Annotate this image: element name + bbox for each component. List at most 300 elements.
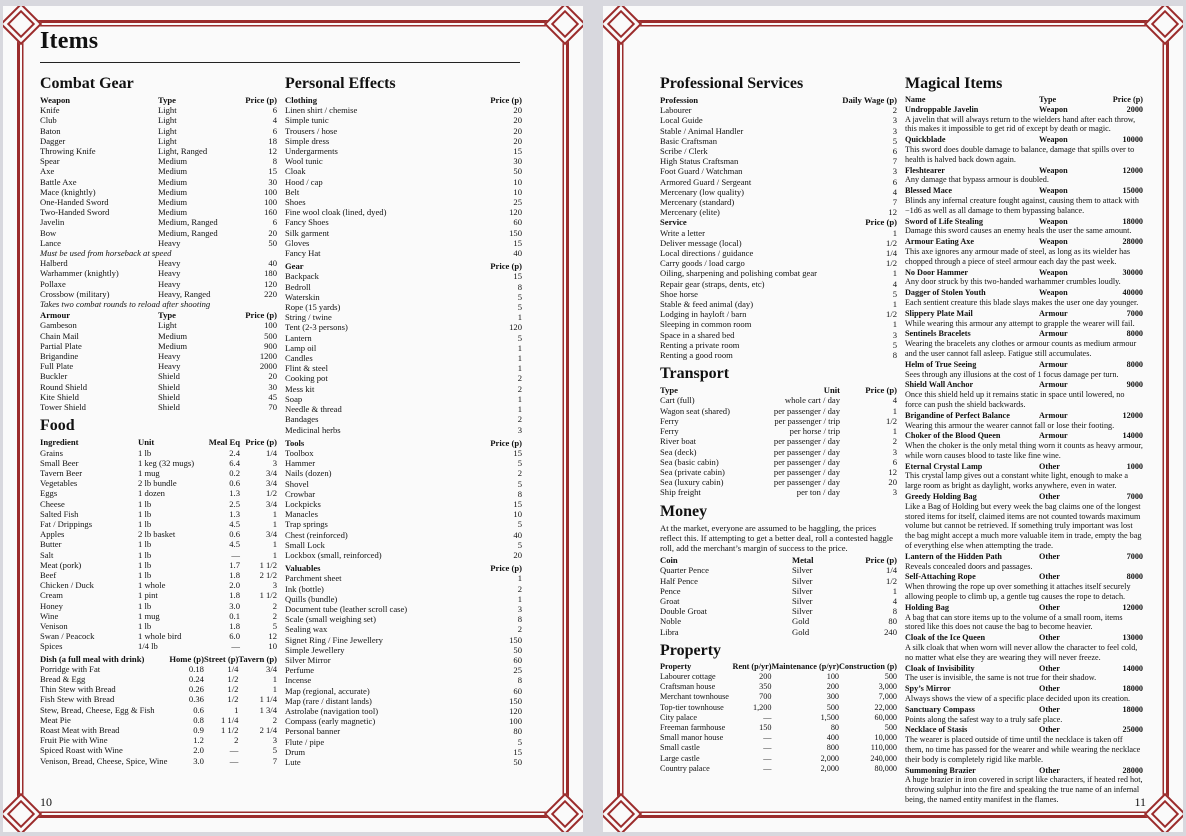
magic-item-price: 12000 bbox=[1122, 165, 1143, 175]
personal-effects-table bbox=[285, 438, 522, 560]
table-cell: Sea (basic cabin) bbox=[660, 456, 719, 467]
table-cell: 1/4 bbox=[266, 447, 277, 458]
table-row bbox=[285, 177, 522, 187]
table-row bbox=[285, 425, 522, 435]
table-row bbox=[285, 394, 522, 404]
table-cell: 150 bbox=[509, 227, 522, 238]
table-row bbox=[285, 706, 522, 716]
table-row bbox=[285, 343, 522, 353]
table-cell: 1 lb bbox=[138, 569, 152, 580]
table-cell: per ton / day bbox=[796, 487, 840, 498]
magic-item-price: 7000 bbox=[1126, 551, 1143, 561]
table-cell: 80 bbox=[513, 726, 522, 737]
table-cell: Tavern Beer bbox=[40, 467, 83, 478]
magic-item-header bbox=[905, 237, 1143, 247]
table-row bbox=[660, 350, 897, 360]
magic-item-type: Weapon bbox=[1039, 237, 1068, 247]
table-row bbox=[285, 716, 522, 726]
magic-item-name: Eternal Crystal Lamp bbox=[905, 461, 983, 471]
magic-item-description: Wearing the bracelets any clothes or armour counts as medium armour and the user cannot fall asleep. Fatigue still accumulates. bbox=[905, 339, 1137, 358]
table-cell: 10 bbox=[513, 509, 522, 520]
table-cell: 1/2 bbox=[886, 237, 897, 248]
magic-item bbox=[905, 552, 1143, 572]
magic-item-description: This axe ignores any armour made of steel, as long as its wielder has chopped through a piece of steel armour each day the past week. bbox=[905, 246, 1131, 266]
table-cell: 40 bbox=[513, 529, 522, 540]
magic-item-name: Brigandine of Perfect Balance bbox=[905, 410, 1010, 420]
table-cell: Grains bbox=[40, 447, 63, 458]
table-cell: 15 bbox=[513, 746, 522, 757]
table-cell: 1 1/4 bbox=[220, 714, 239, 725]
table-cell: 5 bbox=[272, 745, 277, 756]
table-row bbox=[40, 458, 277, 468]
magic-item-type: Other bbox=[1039, 765, 1060, 775]
table-cell: 1 1/2 bbox=[220, 724, 239, 735]
table-cell: 1 bbox=[517, 593, 522, 604]
table-cell: Flute / pipe bbox=[285, 736, 325, 747]
col-header: Street (p) bbox=[203, 653, 239, 664]
table-cell: Javelin bbox=[40, 217, 65, 228]
table-row bbox=[660, 197, 897, 207]
table-cell: 1/2 bbox=[227, 694, 239, 705]
table-row bbox=[40, 361, 277, 371]
ingredients-table bbox=[40, 437, 277, 651]
table-cell: 1 bbox=[892, 585, 897, 596]
table-row bbox=[660, 487, 897, 497]
table-cell: per passenger / day bbox=[773, 456, 840, 467]
professions-table bbox=[660, 95, 897, 217]
table-cell: 120 bbox=[509, 322, 522, 333]
table-cell: Chest (reinforced) bbox=[285, 529, 348, 540]
magic-item-name: Shield Wall Anchor bbox=[905, 380, 974, 390]
table-header bbox=[40, 437, 277, 447]
table-row bbox=[40, 684, 277, 694]
table-cell: Crowbar bbox=[285, 488, 316, 499]
table-cell: Baton bbox=[40, 125, 61, 136]
table-cell: 15 bbox=[513, 146, 522, 157]
table-cell: 70 bbox=[268, 402, 277, 413]
professional-services-section bbox=[660, 74, 897, 360]
magic-item-price: 28000 bbox=[1122, 765, 1143, 775]
magic-item-name: Sanctuary Compass bbox=[905, 704, 975, 714]
table-row bbox=[40, 641, 277, 651]
magic-item-header bbox=[905, 309, 1143, 319]
magic-item-price: 8000 bbox=[1126, 572, 1143, 582]
table-row bbox=[40, 570, 277, 580]
table-cell: Lockpicks bbox=[285, 498, 321, 509]
table-row bbox=[285, 675, 522, 685]
table-row bbox=[660, 733, 897, 743]
magic-item-type: Armour bbox=[1039, 329, 1068, 339]
table-cell: 3 bbox=[892, 329, 897, 340]
table-row bbox=[285, 217, 522, 227]
table-cell: 500 bbox=[884, 671, 897, 681]
property-table bbox=[660, 662, 897, 774]
magic-item-name: Greedy Holding Bag bbox=[905, 492, 977, 502]
table-cell: 240,000 bbox=[870, 753, 897, 763]
table-row bbox=[40, 156, 277, 166]
table-cell: 50 bbox=[513, 166, 522, 177]
table-row bbox=[285, 404, 522, 414]
coins-body bbox=[660, 565, 897, 636]
table-cell: Flint & steel bbox=[285, 363, 328, 374]
magic-item bbox=[905, 105, 1143, 134]
magic-item-type: Armour bbox=[1039, 308, 1068, 318]
table-cell: Merchant townhouse bbox=[660, 692, 729, 702]
magic-item-price: 10000 bbox=[1122, 135, 1143, 145]
magic-item-type: Armour bbox=[1039, 359, 1068, 369]
table-row bbox=[40, 580, 277, 590]
weapons-table bbox=[40, 95, 277, 248]
table-cell: per passenger / day bbox=[773, 446, 840, 457]
table-cell: 22,000 bbox=[874, 702, 897, 712]
table-cell: Labourer bbox=[660, 105, 692, 116]
transport-heading: Transport bbox=[660, 365, 730, 383]
table-cell: 6 bbox=[272, 125, 277, 136]
table-row bbox=[40, 228, 277, 238]
table-cell: 100 bbox=[264, 320, 277, 331]
table-header bbox=[40, 654, 277, 664]
table-cell: Beef bbox=[40, 569, 57, 580]
table-cell: Ink (bottle) bbox=[285, 583, 324, 594]
table-cell: — bbox=[763, 763, 772, 773]
table-row bbox=[40, 382, 277, 392]
table-cell: Waterskin bbox=[285, 291, 320, 302]
magic-item-price: 1000 bbox=[1126, 461, 1143, 471]
ingredients-body bbox=[40, 448, 277, 652]
table-row bbox=[660, 136, 897, 146]
table-row bbox=[40, 197, 277, 207]
table-cell: 8 bbox=[517, 614, 522, 625]
table-cell: Linen shirt / chemise bbox=[285, 105, 358, 116]
table-cell: 120 bbox=[509, 705, 522, 716]
table-cell: Astrolabe (navigation tool) bbox=[285, 705, 379, 716]
magic-item-description: Reveals concealed doors and passages. bbox=[905, 561, 1033, 571]
table-cell: per passenger / day bbox=[773, 477, 840, 488]
table-row bbox=[285, 737, 522, 747]
corner-ornament bbox=[603, 793, 642, 832]
table-cell: per passenger / day bbox=[773, 466, 840, 477]
table-cell: 10 bbox=[513, 186, 522, 197]
table-cell: 1.8 bbox=[229, 569, 240, 580]
table-cell: Thin Stew with Bread bbox=[40, 684, 116, 695]
magic-item-header bbox=[905, 572, 1143, 582]
table-cell: — bbox=[229, 755, 239, 766]
table-cell: Lance bbox=[40, 237, 61, 248]
magic-item-type: Weapon bbox=[1039, 135, 1068, 145]
col-header: Armour bbox=[40, 310, 71, 321]
table-cell: Light bbox=[158, 125, 177, 136]
table-cell: 2.0 bbox=[193, 745, 204, 756]
magic-item-type: Other bbox=[1039, 663, 1060, 673]
table-cell: 150 bbox=[509, 634, 522, 645]
table-header bbox=[660, 555, 897, 565]
table-cell: 20 bbox=[888, 477, 897, 488]
table-cell: Armored Guard / Sergeant bbox=[660, 176, 752, 187]
table-cell: 10,000 bbox=[874, 733, 897, 743]
table-cell: 1 mug bbox=[138, 610, 160, 621]
col-header: Weapon bbox=[40, 95, 71, 105]
table-cell: River boat bbox=[660, 436, 697, 447]
col-header: Price (p) bbox=[865, 385, 897, 396]
table-cell: Compass (early magnetic) bbox=[285, 716, 376, 727]
table-cell: 8 bbox=[272, 156, 277, 167]
table-cell: 2 1/2 bbox=[259, 569, 277, 580]
magic-item-description: Once this shield held up it remains static in space until lowered, no force can push the shield backwards. bbox=[905, 390, 1125, 409]
magic-item-description: Any damage that bypass armour is doubled. bbox=[905, 175, 1049, 185]
table-row bbox=[660, 258, 897, 268]
table-cell: Kite Shield bbox=[40, 391, 79, 402]
table-cell: Groat bbox=[660, 595, 680, 606]
table-header bbox=[40, 95, 277, 105]
table-cell: 2 bbox=[892, 105, 897, 116]
table-row bbox=[285, 333, 522, 343]
magic-item-description: When the choker is the only metal thing worn it counts as heavy armour, while worn causes blood to taste like fine wine. bbox=[905, 441, 1143, 460]
table-row bbox=[285, 363, 522, 373]
table-cell: 120 bbox=[264, 278, 277, 289]
magic-item-name: Spy’s Mirror bbox=[905, 684, 951, 694]
col-header: Ingredient bbox=[40, 437, 79, 448]
table-cell: — bbox=[763, 712, 772, 722]
table-cell: 6 bbox=[892, 456, 897, 467]
table-row bbox=[40, 509, 277, 519]
table-row bbox=[40, 341, 277, 351]
table-cell: Needle & thread bbox=[285, 404, 342, 415]
magic-item-name: Summoning Brazier bbox=[905, 765, 976, 775]
table-row bbox=[40, 207, 277, 217]
table-row bbox=[40, 238, 277, 248]
table-cell: 5 bbox=[517, 736, 522, 747]
table-row bbox=[285, 197, 522, 207]
magic-item bbox=[905, 705, 1143, 725]
table-cell: Shield bbox=[158, 402, 180, 413]
table-cell: Cooking pot bbox=[285, 373, 328, 384]
table-cell: Soap bbox=[285, 393, 303, 404]
table-row bbox=[285, 665, 522, 675]
corner-ornament bbox=[1144, 793, 1183, 832]
table-cell: per passenger / day bbox=[773, 436, 840, 447]
table-cell: Simple dress bbox=[285, 135, 330, 146]
table-cell: Vegetables bbox=[40, 478, 78, 489]
table-cell: Shield bbox=[158, 371, 180, 382]
table-cell: 12 bbox=[268, 146, 277, 157]
table-header bbox=[660, 662, 897, 672]
magic-item-price: 25000 bbox=[1122, 725, 1143, 735]
table-row bbox=[660, 416, 897, 426]
table-row bbox=[660, 319, 897, 329]
magic-item-header bbox=[905, 360, 1143, 370]
table-row bbox=[40, 166, 277, 176]
table-cell: Fancy Hat bbox=[285, 248, 321, 259]
col-header: Price (p) bbox=[245, 437, 277, 448]
col-header: Coin bbox=[660, 555, 678, 566]
table-cell: 1/4 bbox=[886, 248, 897, 259]
table-cell: 0.26 bbox=[188, 684, 204, 695]
magic-item-price: 15000 bbox=[1122, 186, 1143, 196]
table-cell: Swan / Peacock bbox=[40, 631, 95, 642]
table-cell: 5 bbox=[892, 339, 897, 350]
table-cell: Lodging in hayloft / barn bbox=[660, 309, 747, 320]
magic-item-header bbox=[905, 380, 1143, 390]
table-row bbox=[285, 105, 522, 115]
table-cell: 20 bbox=[268, 227, 277, 238]
magic-item-description: While wearing this armour any attempt to grapple the wearer will fail. bbox=[905, 318, 1135, 328]
table-cell: Heavy bbox=[158, 278, 181, 289]
table-cell: Tent (2-3 persons) bbox=[285, 322, 348, 333]
table-row bbox=[660, 248, 897, 258]
table-cell: Local directions / guidance bbox=[660, 248, 754, 259]
table-row bbox=[285, 156, 522, 166]
left-column-2 bbox=[285, 74, 522, 771]
table-cell: 1 bbox=[892, 299, 897, 310]
table-cell: 3 bbox=[892, 446, 897, 457]
col-header: Clothing bbox=[285, 95, 317, 105]
table-cell: 3 bbox=[272, 735, 277, 746]
table-row bbox=[660, 207, 897, 217]
money-text: At the market, everyone are assumed to be haggling, the prices reflect this. If attempting to get a better deal, roll a contested haggle roll, add the merchant’s margin of success to the price. bbox=[660, 522, 893, 553]
table-row bbox=[40, 745, 277, 755]
table-row bbox=[660, 166, 897, 176]
table-cell: Light, Ranged bbox=[158, 146, 208, 157]
table-row bbox=[285, 136, 522, 146]
magical-items-body bbox=[905, 105, 1143, 805]
table-header bbox=[905, 95, 1143, 105]
magic-item-type: Armour bbox=[1039, 431, 1068, 441]
table-row bbox=[285, 540, 522, 550]
personal-effects-section bbox=[285, 74, 522, 767]
table-cell: Lute bbox=[285, 757, 301, 767]
col-header: Home (p) bbox=[169, 653, 204, 664]
table-cell: Undergarments bbox=[285, 146, 338, 157]
magic-item-price: 13000 bbox=[1122, 633, 1143, 643]
corner-ornament bbox=[603, 6, 642, 45]
table-cell: 1 lb bbox=[138, 600, 152, 611]
table-cell: Bow bbox=[40, 227, 57, 238]
table-cell: 4 bbox=[892, 595, 897, 606]
table-cell: Renting a private room bbox=[660, 339, 740, 350]
dishes-body bbox=[40, 664, 277, 766]
table-row bbox=[285, 624, 522, 634]
table-cell: Gloves bbox=[285, 237, 310, 248]
table-cell: 0.6 bbox=[229, 478, 240, 489]
magic-item-type: Weapon bbox=[1039, 186, 1068, 196]
table-cell: 3/4 bbox=[266, 467, 277, 478]
table-cell: Ship freight bbox=[660, 487, 701, 498]
col-header: Type bbox=[1039, 95, 1057, 104]
magic-item-type: Weapon bbox=[1039, 267, 1068, 277]
corner-ornament bbox=[1144, 6, 1183, 45]
col-header: Tavern (p) bbox=[238, 653, 277, 664]
table-cell: Fine wool cloak (lined, dyed) bbox=[285, 207, 387, 218]
table-cell: Foot Guard / Watchman bbox=[660, 166, 743, 177]
table-cell: 240 bbox=[884, 626, 897, 637]
table-cell: 1/4 bbox=[227, 663, 239, 674]
table-cell: 1 pint bbox=[138, 590, 158, 601]
col-header: Type bbox=[158, 310, 176, 321]
table-cell: 2 bbox=[517, 414, 522, 425]
table-cell: 20 bbox=[513, 115, 522, 126]
crossbow-note: Takes two combat rounds to reload after shooting bbox=[40, 299, 211, 310]
table-cell: Medium bbox=[158, 186, 188, 197]
table-row bbox=[40, 115, 277, 125]
table-cell: Warhammer (knightly) bbox=[40, 268, 119, 279]
table-cell: Mercenary (elite) bbox=[660, 207, 720, 218]
table-row bbox=[285, 530, 522, 540]
left-page bbox=[3, 6, 583, 832]
table-cell: Wagon seat (shared) bbox=[660, 405, 730, 416]
table-row bbox=[285, 757, 522, 767]
col-header: Price (p) bbox=[865, 217, 897, 228]
table-cell: 25 bbox=[513, 197, 522, 208]
table-cell: Rope (15 yards) bbox=[285, 302, 341, 313]
table-cell: 1 lb bbox=[138, 508, 152, 519]
table-cell: 2.0 bbox=[229, 580, 240, 591]
table-cell: 220 bbox=[264, 288, 277, 299]
table-cell: 2 bbox=[272, 600, 277, 611]
table-cell: Crossbow (military) bbox=[40, 288, 110, 299]
table-cell: 4.5 bbox=[229, 539, 240, 550]
table-cell: 900 bbox=[264, 340, 277, 351]
magic-item-description: A javelin that will always return to the wielders hand after each throw, this makes it impossible to get rid of except by death or magic. bbox=[905, 114, 1136, 134]
table-cell: 8 bbox=[517, 488, 522, 499]
table-cell: 3 bbox=[892, 125, 897, 136]
table-cell: 50 bbox=[268, 237, 277, 248]
personal-effects-table bbox=[285, 261, 522, 434]
professional-services-heading: Professional Services bbox=[660, 75, 804, 92]
table-row bbox=[40, 371, 277, 381]
magic-item bbox=[905, 217, 1143, 237]
table-row bbox=[660, 692, 897, 702]
magic-item-header bbox=[905, 684, 1143, 694]
table-row bbox=[660, 436, 897, 446]
col-header: Property bbox=[660, 661, 692, 671]
table-cell: 5 bbox=[892, 135, 897, 146]
table-cell: Sea (private cabin) bbox=[660, 466, 725, 477]
magic-item bbox=[905, 166, 1143, 186]
weapons-body bbox=[40, 105, 277, 248]
table-cell: Labourer cottage bbox=[660, 671, 716, 681]
magic-item-header bbox=[905, 725, 1143, 735]
magic-item-type: Other bbox=[1039, 572, 1060, 582]
table-cell: 6.0 bbox=[229, 631, 240, 642]
table-cell: 1 bbox=[892, 227, 897, 238]
magic-item-name: Slippery Plate Mail bbox=[905, 308, 973, 318]
table-cell: Honey bbox=[40, 600, 63, 611]
table-cell: 3 bbox=[517, 424, 522, 435]
magic-item bbox=[905, 186, 1143, 215]
table-row bbox=[285, 479, 522, 489]
magic-item-price: 2000 bbox=[1126, 104, 1143, 114]
table-cell: 5 bbox=[517, 478, 522, 489]
magic-item bbox=[905, 492, 1143, 551]
table-cell: Fish Stew with Bread bbox=[40, 694, 115, 705]
table-cell: Spear bbox=[40, 156, 60, 167]
table-cell: 0.8 bbox=[193, 714, 204, 725]
magic-item bbox=[905, 360, 1143, 380]
table-cell: 1 3/4 bbox=[259, 704, 277, 715]
magic-item-type: Weapon bbox=[1039, 288, 1068, 298]
table-cell: 1.8 bbox=[229, 590, 240, 601]
table-cell: 1 lb bbox=[138, 447, 152, 458]
table-cell: Eggs bbox=[40, 488, 58, 499]
table-row bbox=[40, 631, 277, 641]
table-row bbox=[660, 467, 897, 477]
table-cell: 500 bbox=[264, 330, 277, 341]
magic-item bbox=[905, 309, 1143, 329]
table-cell: 0.2 bbox=[229, 467, 240, 478]
table-cell: 60 bbox=[513, 217, 522, 228]
table-header bbox=[660, 95, 897, 105]
table-cell: Mercenary (low quality) bbox=[660, 186, 744, 197]
